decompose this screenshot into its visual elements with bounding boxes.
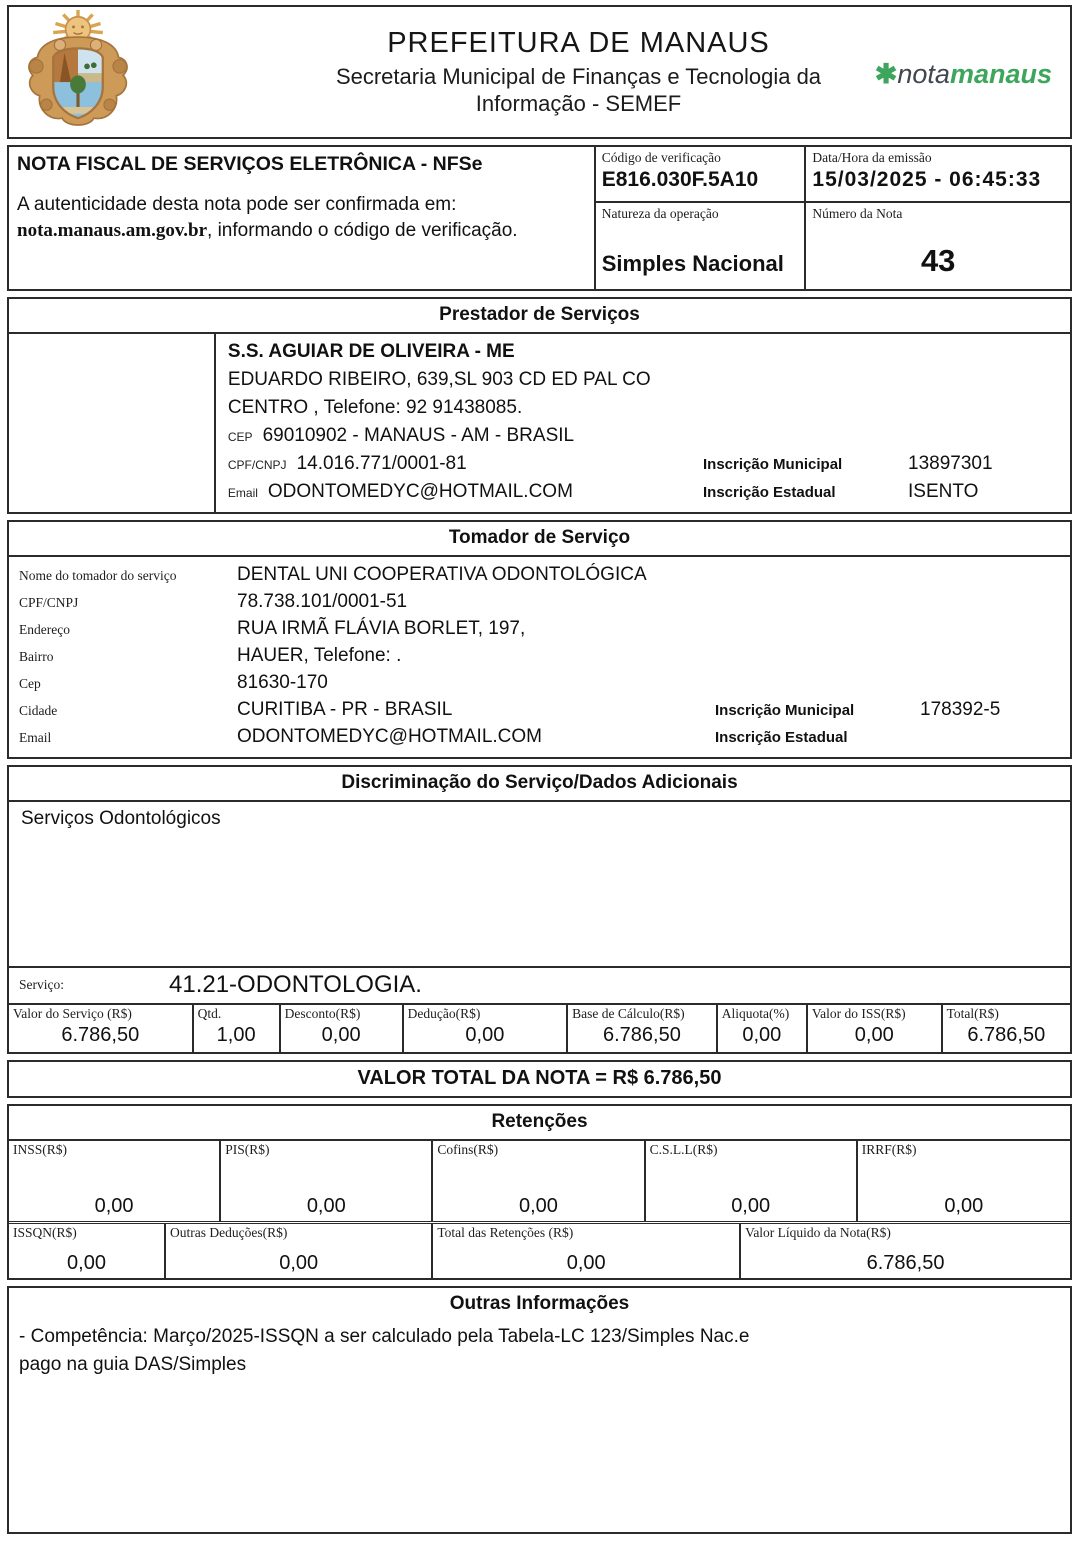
invoice-total-banner: VALOR TOTAL DA NOTA = R$ 6.786,50 (7, 1060, 1072, 1098)
deduction-label: Dedução(R$) (407, 1005, 481, 1021)
nfse-title: NOTA FISCAL DE SERVIÇOS ELETRÔNICA - NFSe (17, 153, 483, 175)
page-title: PREFEITURA DE MANAUS (387, 26, 770, 59)
cofins-amount: 0,00 (519, 1194, 558, 1217)
calculation-base-cell (568, 1005, 718, 1052)
customer-address-value: RUA IRMÃ FLÁVIA BORLET, 197, (237, 617, 526, 639)
total-amount: 6.786,50 (967, 1023, 1046, 1046)
customer-municipal-registration-value: 178392-5 (920, 699, 1001, 721)
total-withholdings-cell (433, 1224, 741, 1278)
customer-email-row (9, 723, 1070, 750)
withholdings-title: Retenções (9, 1106, 1070, 1141)
other-deductions-label: Outras Deduções(R$) (170, 1224, 288, 1240)
iss-value-label: Valor do ISS(R$) (811, 1005, 906, 1021)
iss-value-cell (808, 1005, 943, 1052)
withholdings-row1 (9, 1141, 1070, 1221)
verification-url[interactable]: nota.manaus.am.gov.br (17, 219, 208, 241)
discount-amount: 0,00 (321, 1023, 361, 1046)
other-info-line2: pago na guia DAS/Simples (19, 1354, 247, 1376)
quantity-label: Qtd. (197, 1005, 222, 1021)
customer-district-value: HAUER, Telefone: . (237, 645, 402, 666)
operation-nature-cell (596, 201, 805, 289)
provider-cep-value: 69010902 - MANAUS - AM - BRASIL (262, 424, 575, 446)
withholdings-section (7, 1104, 1072, 1280)
invoice-number-cell (804, 201, 1070, 289)
customer-cep-row (9, 669, 1070, 696)
inss-cell (9, 1141, 221, 1221)
total-cell (943, 1005, 1070, 1052)
customer-city-label: Cidade (19, 703, 58, 719)
discount-label: Desconto(R$) (284, 1005, 361, 1021)
rate-label: Aliquota(%) (721, 1005, 790, 1021)
irrf-label: IRRF(R$) (861, 1141, 917, 1157)
customer-address-label: Endereço (19, 621, 70, 637)
service-code-label: Serviço: (19, 977, 64, 993)
net-value-label: Valor Líquido da Nota(R$) (745, 1224, 891, 1240)
csll-label: C.S.L.L(R$) (649, 1141, 718, 1157)
cofins-label: Cofins(R$) (437, 1141, 499, 1157)
provider-state-registration-label: Inscrição Estadual (703, 483, 836, 501)
provider-email-row (228, 478, 1058, 506)
customer-cep-value: 81630-170 (237, 672, 328, 694)
provider-email-value: ODONTOMEDYC@HOTMAIL.COM (267, 480, 573, 502)
service-value-amount: 6.786,50 (61, 1023, 140, 1046)
pis-amount: 0,00 (306, 1194, 346, 1217)
customer-name-value: DENTAL UNI COOPERATIVA ODONTOLÓGICA (237, 563, 647, 585)
calculation-base-label: Base de Cálculo(R$) (572, 1005, 685, 1021)
irrf-amount: 0,00 (944, 1194, 984, 1217)
iss-value-amount: 0,00 (854, 1023, 894, 1046)
provider-municipal-registration-label: Inscrição Municipal (703, 455, 843, 473)
issqn-cell (9, 1224, 166, 1278)
other-deductions-amount: 0,00 (279, 1251, 319, 1274)
customer-name-row (9, 561, 1070, 588)
service-description-section (7, 765, 1072, 1054)
service-description-text: Serviços Odontológicos (21, 807, 221, 829)
other-info-section (7, 1286, 1072, 1534)
provider-section-title: Prestador de Serviços (9, 299, 1070, 334)
irrf-cell (858, 1141, 1070, 1221)
issqn-label: ISSQN(R$) (13, 1224, 77, 1240)
calculation-base-amount: 6.786,50 (602, 1023, 681, 1046)
emission-datetime-label: Data/Hora da emissão (812, 150, 932, 165)
invoice-number-value: 43 (920, 242, 956, 278)
customer-cnpj-value: 78.738.101/0001-51 (237, 590, 408, 612)
customer-section (7, 520, 1072, 759)
manaus-coat-of-arms-icon (19, 10, 137, 134)
quantity-amount: 1,00 (216, 1023, 256, 1046)
verification-code-value: E816.030F.5A10 (601, 168, 759, 191)
provider-email-label: Email (227, 485, 258, 500)
auth-text-prefix: A autenticidade desta nota pode ser confirmada em: (17, 194, 457, 215)
verification-code-label: Código de verificação (601, 150, 721, 165)
auth-text-suffix: , informando o código de verificação. (207, 219, 518, 241)
provider-cnpj-value: 14.016.771/0001-81 (296, 452, 467, 474)
inss-amount: 0,00 (94, 1194, 134, 1217)
other-info-line1: - Competência: Março/2025-ISSQN a ser calculado pela Tabela-LC 123/Simples Nac.e (19, 1325, 750, 1347)
customer-name-label: Nome do tomador do serviço (19, 567, 177, 583)
customer-city-row (9, 696, 1070, 723)
deduction-amount: 0,00 (465, 1023, 505, 1046)
customer-email-value: ODONTOMEDYC@HOTMAIL.COM (237, 726, 543, 748)
rate-amount: 0,00 (742, 1023, 782, 1046)
provider-address-line1: EDUARDO RIBEIRO, 639,SL 903 CD ED PAL CO (227, 368, 651, 390)
provider-logo-placeholder (9, 334, 216, 512)
pis-cell (221, 1141, 433, 1221)
customer-municipal-registration-label: Inscrição Municipal (715, 702, 855, 720)
provider-state-registration-value: ISENTO (908, 480, 979, 502)
header-subtitle-line1: Secretaria Municipal de Finanças e Tecnologia da (335, 63, 822, 89)
total-withholdings-amount: 0,00 (566, 1251, 606, 1274)
nfse-info-box (7, 145, 1072, 291)
customer-state-registration-label: Inscrição Estadual (715, 729, 848, 747)
service-values-table (9, 1003, 1070, 1052)
service-value-cell (9, 1005, 194, 1052)
operation-nature-value: Simples Nacional (601, 250, 784, 276)
rate-cell (718, 1005, 808, 1052)
brand-nota: nota (897, 59, 950, 89)
verification-code-cell (596, 147, 805, 201)
operation-nature-label: Natureza da operação (601, 205, 719, 221)
csll-cell (646, 1141, 858, 1221)
brand-manaus: manaus (949, 59, 1052, 89)
cofins-cell (433, 1141, 645, 1221)
provider-cnpj-label: CPF/CNPJ (227, 457, 287, 472)
customer-city-value: CURITIBA - PR - BRASIL (237, 699, 453, 721)
other-info-title: Outras Informações (449, 1292, 630, 1314)
customer-email-label: Email (19, 730, 52, 746)
customer-address-row (9, 615, 1070, 642)
emission-datetime-value: 15/03/2025 - 06:45:33 (812, 168, 1042, 191)
total-label: Total(R$) (946, 1005, 999, 1021)
notamanaus-logo (875, 59, 1052, 90)
other-deductions-cell (166, 1224, 433, 1278)
net-value-amount: 6.786,50 (866, 1251, 945, 1274)
customer-district-row (9, 642, 1070, 669)
provider-cnpj-row (228, 450, 1058, 478)
header-subtitle-line2: Informação - SEMEF (475, 91, 682, 116)
quantity-cell (194, 1005, 281, 1052)
provider-address-line2: CENTRO , Telefone: 92 91438085. (227, 396, 523, 418)
withholdings-row2 (9, 1221, 1070, 1278)
provider-municipal-registration-value: 13897301 (908, 452, 993, 474)
asterisk-icon: ✱ (874, 59, 898, 89)
provider-section (7, 297, 1072, 514)
header (7, 5, 1072, 139)
pis-label: PIS(R$) (225, 1141, 270, 1157)
customer-cnpj-row (9, 588, 1070, 615)
invoice-number-label: Número da Nota (812, 205, 903, 221)
net-value-cell (741, 1224, 1070, 1278)
customer-cnpj-label: CPF/CNPJ (19, 594, 79, 610)
issqn-amount: 0,00 (67, 1251, 106, 1274)
service-value-label: Valor do Serviço (R$) (13, 1005, 132, 1021)
customer-district-label: Bairro (19, 649, 54, 664)
service-code-value: 41.21-ODONTOLOGIA. (169, 971, 422, 999)
service-code-row (9, 966, 1070, 1003)
csll-amount: 0,00 (731, 1194, 771, 1217)
inss-label: INSS(R$) (13, 1141, 68, 1157)
provider-cep-label: CEP (227, 429, 253, 444)
total-withholdings-label: Total das Retenções (R$) (437, 1224, 574, 1240)
service-description-title: Discriminação do Serviço/Dados Adicionais (9, 767, 1070, 802)
nfse-authenticity (9, 147, 596, 289)
discount-cell (281, 1005, 404, 1052)
emission-datetime-cell (804, 147, 1070, 201)
customer-section-title: Tomador de Serviço (9, 522, 1070, 557)
deduction-cell (404, 1005, 568, 1052)
provider-name: S.S. AGUIAR DE OLIVEIRA - ME (227, 341, 515, 362)
provider-cep-row (228, 422, 1058, 450)
customer-cep-label: Cep (19, 676, 41, 692)
